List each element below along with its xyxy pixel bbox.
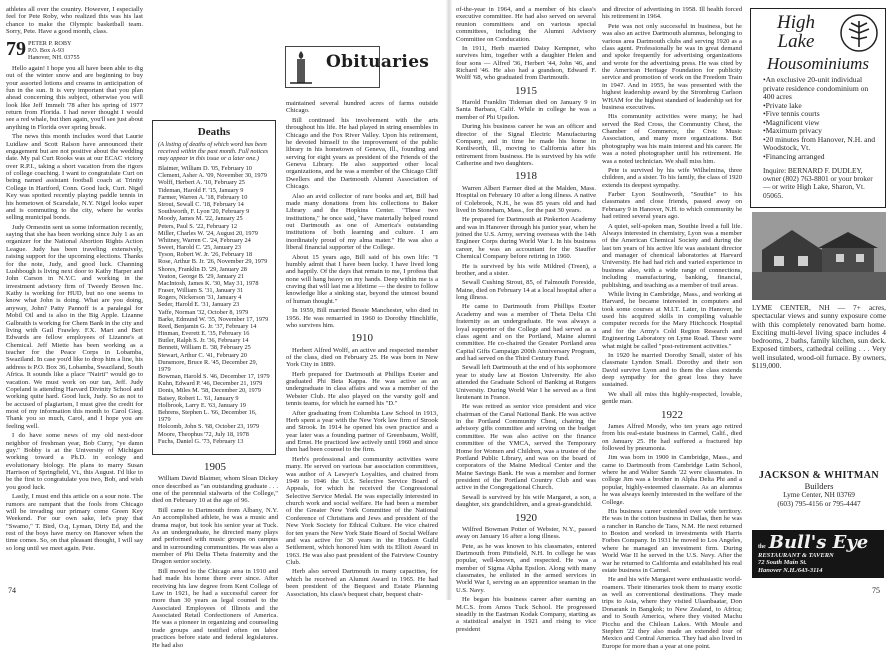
death-entry: Bowman, Harold S. '46, December 17, 1979 [158, 373, 270, 381]
obituary-paragraph: Jim was born in 1900 in Cambridge, Mass., and came to Dartmouth from Cambridge Latin School, where he and Walter Sands '22 were classmates. In college Jim was a brother in Alpha Delta Phi and a popular, highly-esteemed classmate. As an alumnus he was always keenly interested in the welfare of the College. [602, 454, 742, 506]
obituaries-title: Obituaries [326, 52, 430, 72]
obituary-paragraph: Pete was not only successful in business, but he was also an active Dartmouth alumnus, belonging to various area Dartmouth clubs and serving 1920 as a class agent. Professionally he was in great demand and spoke frequently for advertising organizations and wrote for the advertising press. He was cited by the American Heritage Foundation for publicity service and promotion of work on the Freedom Train in 1947. And in 1955, he was presented with the highest leadership award by the Strombrug Carlson WHAM for the highest standard of leadership set for business executives. [602, 22, 742, 111]
jackson-whitman-phone: (603) 795-4156 or 795-4447 [777, 498, 861, 508]
obituary-paragraph: After graduating from Columbia Law School in 1913, Herb spent a year with the New York law firm of Strook and Strook. In 1914 he opened his own practice and a year later was a founding partner of Greenbaum, Wolff, and Ernst. He practiced law actively until 1960 and since then had been counsel to the firm. [286, 409, 438, 454]
bulls-eye-phone: Hanover N.H./643-3114 [758, 566, 823, 574]
obituary-paragraph: Herb's professional and community activities were many. He served on various bar association committees, was author of A Lawyer's Loyalties, and chaired from 1949 to 1946 the U.S. Selective Service Board of Appeals, for which he received the Congressional Selective Service Medal. He was especially interested in church work and social welfare. He had been a member of the Greater New York Committee of the National Conference of Christians and Jews and president of the New York Society for Ethical Culture. He vice chaired for ten years the New York State Board of Social Welfare and was active for 30 years in the Hudson Guild Settlement, which honored him with its Elliott Award in 1963. He was also past president of the Fairview Country Club. [286, 455, 438, 567]
obituary-paragraph: In 1911, Herb married Daisy Kempner, who survives him, together with a daughter Helen and four sons — Alfred '36, Herbert '44, John '46, and Richard '46. He also had a grandson, Edward F. Wolff '68, who graduated from Dartmouth. [456, 44, 596, 82]
death-entry: Moore, Theophus '72, July 18, 1978 [158, 430, 249, 438]
news-paragraph: Judy Ormestin sent us some information recently, saying that she has been working since July 1 as an organizer for the National Abortion Rights Action League. Judy has been traveling extensively, raising support for the upcoming elections. Thanks for the note, Judy, and good luck. Channing Lushbough is living next door to Kathy Harper and John Carson in N.Y.C. and working in the investment advisory firm of Tweedy Brown Inc. Kathy is working for HUD, but no one seems to know what John is doing. What are you doing, anyway, John? Patty Pannoff is a paralegal for Mobil Oil and is also in the Big Apple. Lizanne Galbraith is working for Chem Bank in the city and living with Gail Frawley. F.X. Mart and Bert Edwards are fellow employees of Lizanne's at Chemical. Jeff Miette has been working as a teacher for the Peace Corps in Lobamba, Swaziland. In case you'd like to drop him a line, his address is P.O. Box 36, Lobamba, Swaziland, South Africa. It sounds like a place "Nairti" would go to vacation. We must work on our tan, Jeff. Judy Copeland is attending Harvard Divinity School and working quite hard. Good luck, Judy. So as not to be accused of plagiarism, I must give the credit for most of my information this month to Carol Gieg. Thank you so much, Carol, and I hope you are feeling well. [6, 223, 143, 430]
high-lake-feature: • An exclusive 20-unit individual private residence condominium on 400 acres [763, 76, 881, 102]
address-line: P.O. Box A-93 [28, 46, 65, 54]
obituary-paragraph: He prepared for Dartmouth at Pinkerton Academy and was in Hanover through his junior year, when he joined the U.S. Army, serving overseas with the 14th Engineer Corps during World War I. In his business career, he was an accountant for the Stauffer Chemical Company before retiring in 1960. [456, 216, 596, 261]
death-entry: Reed, Benjamin G. Jr. '37, February 14 [158, 322, 257, 330]
high-lake-feature: • Magnificent view [763, 119, 881, 128]
high-lake-features [763, 76, 881, 161]
column-intro: athletes all over the country. However, I especially feel for Pete Roby, who realized this was his last chance to make the Olympic basketball team. Sorry, Pete. Have a good month, class. [6, 6, 143, 36]
obituary-paragraph: In 1959, Bill married Bessie Manchester, who died in 1956. He was remarried in 1960 to Dorothy Hinchliffe, who survives him. [286, 307, 438, 329]
year-heading: 1918 [515, 170, 537, 183]
obituary-paragraph: In 1920 he married Dorothy Small, sister of his classmate Lyndon Small. Dorothy and their son David survive Lyon and to them the class extends deep sympathy for the great loss they have sustained. [602, 351, 742, 389]
death-entry: Farmer, Warren A. '18, February 10 [158, 193, 248, 201]
obituary-paragraph: Wilfred Bowman Potter of Webster, N.Y., passed away on January 16 after a long illness. [456, 525, 596, 541]
page-gutter [446, 0, 452, 600]
lyme-center-ad-text: LYME CENTER, NH — 7+ acres, spectacular views and sunny exposure come with this completely renovated barn home. Exciting multi-level living space includes 4 bedrooms, 2 baths, family kitchen, sun deck. Exposed timbers, cathedral ceiling . . . Very well insulated, wood-oil furnace. By owners, $119,000. [752, 303, 886, 370]
obituary-paragraph: Bill continued his involvement with the arts throughout his life. He had played in string ensembles in Chicago and the Fox River Valley. Upon his retirement, he devoted himself to the improvement of the public library in his hometown of Geneva, Ill., founding and serving for eight years as president of the Friends of the Geneva Library. He also supported other local organizations, and he was a member of the Chicago Cliff Dwellers and the Dartmouth Alumni Association of Chicago. [286, 116, 438, 191]
high-lake-title-line: Lake [777, 31, 815, 52]
death-entry: Hinman, Everett E. '35, February 16 [158, 330, 250, 338]
obituary-paragraph: He was retired as senior vice president and vice chairman of the Canal National Bank. He was active in the Portland Community Chest, chairing the advisory gifts committee and serving on the budget committee. He was also active on the finance committee of the YMCA, served the Temporary Home for Women and Children, was a trustee of the Portland Public Library, and was on the board of corporators of the Maine Medical Center and the Maine Savings Bank. He was a member and former president of the Portland Country Club and was active in the Congregational Church. [456, 403, 596, 492]
death-entry: Sweet, Harold C. '25, January 23 [158, 244, 241, 252]
year-heading: 1920 [515, 511, 537, 524]
address-line: PETER P. ROBY [28, 39, 72, 47]
obituary-paragraph: Herb prepared for Dartmouth at Phillips Exeter and graduated Phi Beta Kappa. He was active as an undergraduate in class affairs and was a member of the Webster Club. He also played on the varsity golf and tennis teams, for which he earned his "D." [286, 370, 438, 408]
death-entry: Fuchs, Daniel G. '73, February 13 [158, 437, 244, 445]
high-lake-feature: • 20 minutes from Hanover, N.H. and Woodstock, Vt. [763, 136, 881, 153]
jackson-whitman-address: Lyme Center, NH 03769 [783, 490, 855, 500]
obituary-paragraph: maintained several hundred acres of farms outside Chicago. [286, 100, 438, 115]
death-entry: Clement, Asher A. '09, November 30, 1979 [158, 172, 267, 180]
barn-home-illustration [752, 212, 886, 300]
obituary-paragraph: Sewall left Dartmouth at the end of his sophomore year to study law at Boston University. He also attended the Graduate School of Banking at Rutgers University. During World War I he served as a first lieutenant in France. [456, 364, 596, 401]
high-lake-inquire: Inquire: BERNARD F. DUDLEY, owner (802) 763-8801 or your broker — or write High Lake, Sharon, Vt. 05065. [763, 166, 873, 200]
barn-home-photo [752, 212, 886, 300]
obituary-paragraph: He came to Dartmouth from Phillips Exeter Academy and was a member of Theta Delta Chi fraternity as an undergraduate. He was always a loyal supporter of the College and had served as a class agent and on the Portland, Maine alumni committee. He co-chaired the Greater Portland area Capital Gifts Campaign 200th Anniversary Program, and had served on the Third Century Fund. [456, 303, 596, 362]
death-entry: Tideman, Harold F. '15, January 9 [158, 186, 244, 194]
obituary-paragraph: James Alfred Moody, who ten years ago retired from his real-estate business in Carmel, Calif., died on January 25. He had suffered a fractured hip followed by pneumonia. [602, 422, 742, 452]
obituary-paragraph: He began his business career after earning an M.C.S. from Amos Tuck School. He progressed steadily in the Eastman Kodak Company, starting as a statistical analyst in 1921 and rising to vice president [456, 596, 596, 633]
obituary-paragraph: Farber Lyon Southworth, "Southie" to his classmates and close friends, passed away on February 9 in Hanover, N.H. to which community he had retired several years ago. [602, 191, 742, 221]
death-entry: Wolff, Herbert A. '10, February 25 [158, 179, 245, 187]
high-lake-feature: • Financing arranged [763, 153, 881, 162]
news-paragraph: The news this month includes word that Laurie Luidlaw and Scott Ralson have announced their engagement but are not positive about the wedding date. My pal Curt Rooks was at our ECAC victory over R.P.I., taking a short vacation from the rigors of college coaching. I want to congratulate Curt on being named assistant football coach at Trinity College in Hartford, Conn. Good luck, Curt. Nigel Key was spotted recently playing paddle tennis in his hometown of Scarsdale, N.Y. Nigel looks super and is commuting to the city, where he works selling municipal bonds. [6, 133, 143, 222]
death-entry: Yeaton, George B. '29, January 21 [158, 272, 245, 280]
high-lake-feature: • Maximum privacy [763, 127, 881, 136]
deaths-box [152, 120, 276, 455]
obituary-paragraph: Sewall Cushing Strout, 85, of Falmouth Foreside, Maine, died on February 14 at a local hospital after a long illness. [456, 279, 596, 301]
death-entry: Stewart, Arthur C. '41, February 20 [158, 351, 247, 359]
obituary-paragraph: Harold Franklin Tideman died on January 9 in Santa Barbara, Calif. While in college he was a member of Phi Upsilon. [456, 99, 596, 121]
obituary-paragraph: Herb also served Dartmouth in many capacities, for which he received an Alumni Award in 1965. He had been president of the Bequest and Estate Planning Association, his class's bequest chair, bequest chair- [286, 568, 438, 598]
death-entry: Strout, Sewall C. '18, February 14 [158, 201, 244, 208]
obituaries-column-5 [456, 6, 596, 633]
obituary-paragraph: Pete, as he was known to his classmates, entered Dartmouth from Pittsfield, N.H. In college he was popular, well-known, and respected. He was a member of Sigma Alpha Epsilon. Along with many classmates, he enlisted in the armed services in World War I, serving as an apprentice seaman in the U.S. Navy. [456, 542, 596, 594]
bulls-eye-sub: RESTAURANT & TAVERN [758, 552, 834, 559]
obituary-paragraph: He and his wife Margaret were enthusiastic world-roamers. Their itineraries took them to many exotic as well as conventional destinations. They made trips to Asia, where they visited Ulaanbaatar, Don Donarank in Bangkok; to New Zealand, to Africa; and to South America, where they visited Machu Picchu and the Chilean Lakes. With Moule and Stephen '22 they also made an extended tour of Mexico and Central America. They had also lived in Europe for more than a year at one point. [602, 576, 742, 650]
death-entry: Bennett, William E. '38, February 25 [158, 344, 251, 352]
deaths-list [158, 165, 270, 445]
jackson-whitman-builders: Builders [804, 480, 834, 491]
bulls-eye-ad [752, 530, 884, 578]
news-paragraph: Lastly, I must end this article on a sour note. The rumors are rampant that the fools from Chicago will be invading our primary come Green Key Weekend. For our own sake, let's pray that "Swamo," T. Bird, O.q, Lyman, Dirty Ed, and the rest of the boys have mercy on Hanover when the time comes. So, on that pleasant thought, I will say so long until we meet again. Pete. [6, 493, 143, 552]
death-entry: Donis, Miles M. '58, December 20, 1979 [158, 387, 261, 395]
death-entry: Holcomb, John S. '68, October 23, 1979 [158, 423, 260, 431]
high-lake-feature: • Private lake [763, 102, 881, 111]
bulls-eye-name: Bull's Eye [768, 532, 869, 553]
class-notes-column [6, 6, 143, 606]
year-heading: 1922 [661, 408, 683, 421]
address-line: Hanover, NH. 03755 [28, 54, 80, 62]
class-header [6, 37, 143, 62]
high-lake-ad [750, 8, 886, 208]
news-paragraph: I do have some news of my old next-door neighbor of freshman year, Bob Curry, "ye damn guy." Bobby is at the University of Michigan working toward a Ph.D. in ecology and evolutionary biology. He plans to marry Susan Harrison of Springfield, Vt., this August. I'd like to be the first to congratulate you two, Bob, and wish you good luck. [6, 432, 143, 491]
bulls-eye-the: the [758, 544, 766, 550]
obituary-paragraph: and director of advertising in 1958. Ill health forced his retirement in 1964. [602, 6, 742, 21]
death-entry: Moody, James M. '22, January 25 [158, 215, 243, 223]
obituary-paragraph: His community activities were many; he had served the Red Cross, the Community Chest, the Chamber of Commerce, the Civic Music Association, and many more organizations. But photography was his main interest and his career. He was a noted photographer until his retirement. He was a noted technician. We shall miss him. [602, 113, 742, 165]
obituary-paragraph: of-the-year in 1964, and a member of his class's executive committee. He had also served on several reunion committees and on various special committees, including the Alumni Advisory Committee on Conducation. [456, 6, 596, 43]
death-entry: Dunsmore, Bruce R. '45, December 29, 1979 [158, 358, 258, 373]
page-number-right: 75 [872, 586, 880, 595]
obituary-paragraph: Warren Albert Farmer died at the Malden, Mass. Hospital on February 10 after a long illness. A native of Colebrook, N.H., he was 85 years old and had lived in Stoneham, Mass., for the past 30 years. [456, 184, 596, 214]
high-lake-header [755, 13, 881, 53]
death-entry: MacIntosh, James K. '30, May 31, 1978 [158, 279, 259, 287]
death-entry: Rose, Arthur B. Jr. '26, November 29, 1979 [158, 258, 268, 266]
tree-logo-icon [837, 13, 881, 53]
obituary-paragraph: Herbert Alfred Wolff, an active and respected member of the class, died on February 25. He was born in New York City in 1889. [286, 346, 438, 369]
death-entry: Shores, Franklin D. '29, January 28 [158, 265, 247, 273]
death-entry: Yaffe, Norman '32, October 8, 1979 [158, 308, 249, 316]
obituary-paragraph: A quiet, self-spoken man, Southie lived a full life. Always interested in chemistry, Lyon was a member of the American Chemical Society and during the last ten years of his active life was assistant director and manager of chemical laboratories at Harvard University. He had had rich and varied experience in business also, with a wide range of connections, including manufacturing, banking, financial, publishing, and teaching as a member of trail areas. [602, 222, 742, 289]
class-1905-section [152, 458, 278, 649]
class-number: 79 [6, 37, 26, 60]
obituary-paragraph: William David Blaimer, whom Sloan Dickey once described as "an outstanding graduate . . . one of the perennial stalwarts of the College," died on February 10 at the age of 96. [152, 475, 278, 505]
year-heading: 1910 [351, 332, 373, 345]
obituary-paragraph: He is survived by his wife Mildred (Treen), a brother, and a sister. [456, 262, 596, 277]
death-entry: Holbrook, Larry E. '63, January 19 [158, 401, 246, 409]
death-entry: Blaimer, William D. '05, February 10 [158, 165, 252, 173]
obituary-paragraph: While living in Cambridge, Mass., and working at Harvard, he became interested in computers and took some courses at M.I.T. Later, in Hanover, he used his acquired skills in compiling valuable computer records for the Mary Hitchcock Hospital and for the Army's Cold Region Research and Engineering Laboratory on Lyme Road. These were what might be called "post-retirement activities." [602, 290, 742, 350]
page-number-left: 74 [8, 586, 16, 595]
obituary-paragraph: Also an avid collector of rare books and art, Bill had made many donations from his collections to Baker Library and the Hopkins Center. "These two institutions," he once said, "have materially helped round out Dartmouth as one of America's outstanding institutions of both learning and culture. I am inordinately proud of my alma mater." He was also a liberal financial supporter of the College. [286, 192, 438, 252]
year-heading: 1915 [515, 84, 537, 97]
obituary-paragraph: About 15 years ago, Bill said of his own life: "I humbly admit that I have been lucky. I have lived long and happily. Of the days that remain to me, I profess that none will hang heavy on my hands. Deep within me is a craving that will last me a lifetime — the desire to follow knowledge like a sinking star, beyond the utmost bound of human thought." [286, 253, 438, 305]
obituary-paragraph: Bill moved to the Chicago area in 1910 and had made his home there ever since. After receiving his law degree from Kent College of Law in 1921, he had a successful career for more than 30 years as legal counsel to the Associated Employees of Illinois and the Associated Retail Confectioners of America. He was a pioneer in organizing and counseling trade groups and testified often on labor practices before state and federal legislatures. He had also [152, 567, 278, 649]
death-entry: Baisey, Robert L. '61, January 9 [158, 394, 239, 402]
death-entry: Butler, Ralph S. Jr. '36, February 14 [158, 337, 249, 345]
death-entry: Tyson, Robert W. Jr. '26, February 18 [158, 251, 253, 259]
deaths-note: (A listing of deaths of which word has been received within the past month. Full notices may appear in this issue or a later one.) [158, 141, 269, 163]
death-entry: Whitney, Warren C. '24, February 24 [158, 236, 251, 244]
jackson-whitman-ad [752, 470, 886, 508]
high-lake-title-block [755, 13, 837, 51]
high-lake-title-line: High [777, 12, 815, 33]
death-entry: Barke, Edmund W. '35, November 17, 1979 [158, 315, 269, 323]
death-entry: Fraser, William S. '31, January 31 [158, 287, 244, 295]
death-entry: Peters, Paul S. '22, February 12 [158, 222, 238, 230]
obituary-paragraph: His business career extended over wide territory. He was in the cotton business in Dallas, then he was a rancher in Rancho de Taos, N.M. He next returned to Boston and worked in investments with Harris Forbes Company. In 1931 he moved to Los Angeles, where he managed an investment firm. During World War II he served in the U.S. Navy. After the war he returned to California and established his real estate business in Carmel. [602, 507, 742, 574]
deaths-title: Deaths [197, 126, 231, 138]
obituary-paragraph: We shall all miss this highly-respected, lovable, gentle man. [602, 390, 742, 406]
high-lake-title-line: Housominiums [766, 54, 869, 73]
obituary-paragraph: During his business career he was an officer and director of the Signal Electric Manufacturing Company, and in time he made his home in Kenilworth, Ill., moving to California after his retirement from business. He is survived by his wife Catherine and two daughters. [456, 123, 596, 168]
death-entry: Miller, Charles W. '24, August 20, 1979 [158, 229, 258, 237]
death-entry: Rogers, Nickerson '31, January 4 [158, 294, 242, 302]
bulls-eye-header [758, 534, 878, 552]
class-secretary-address [28, 40, 80, 62]
bulls-eye-address: 72 South Main St. [758, 559, 807, 567]
death-entry: Southworth, F. Lyon '20, February 9 [158, 208, 250, 216]
obituary-paragraph: Pete is survived by his wife Wilhelmina, three children, and a sister. To his family, the class of 1920 extends its deepest sympathy. [602, 166, 742, 189]
obituaries-column-6 [602, 6, 742, 650]
death-entry: Behrens, Stephen L. '66, December 16, 1979 [158, 408, 257, 424]
death-entry: Kuhn, Edward P. '46, December 21, 1979 [158, 380, 263, 388]
death-entry: Seder, Harold E. '31, January 23 [158, 301, 240, 309]
obituaries-column-3 [286, 100, 438, 600]
obituary-paragraph: Sewall is survived by his wife Margaret, a son, a daughter, six grandchildren, and a great-grandchild. [456, 493, 596, 509]
obituary-paragraph: Bill came to Dartmouth from Albany, N.Y. An accomplished athlete, he was a music and drama major, but took his senior year at Tuck. As an undergraduate, he directed many plays and performed with music groups on campus and in surrounding communities. He was also a member of Phi Delta Theta fraternity and the Dragon senior society. [152, 506, 278, 566]
year-heading: 1905 [204, 461, 226, 473]
jackson-whitman-title: JACKSON & WHITMAN [759, 470, 879, 481]
high-lake-feature: • Five tennis courts [763, 110, 881, 119]
news-paragraph: Hello again! I hope you all have been able to dig out of the winter snow and are beginning to buy your assorted lotions and creams in anticipation of fun in the sun. It is very important that you plan ahead concerning this subject, otherwise you will look like Jeff Immelt '78 after his spring of 1977 return from Florida. I had never thought I would see a red whale, but then again, you'll see just about anything in Florida over spring break. [6, 64, 143, 131]
